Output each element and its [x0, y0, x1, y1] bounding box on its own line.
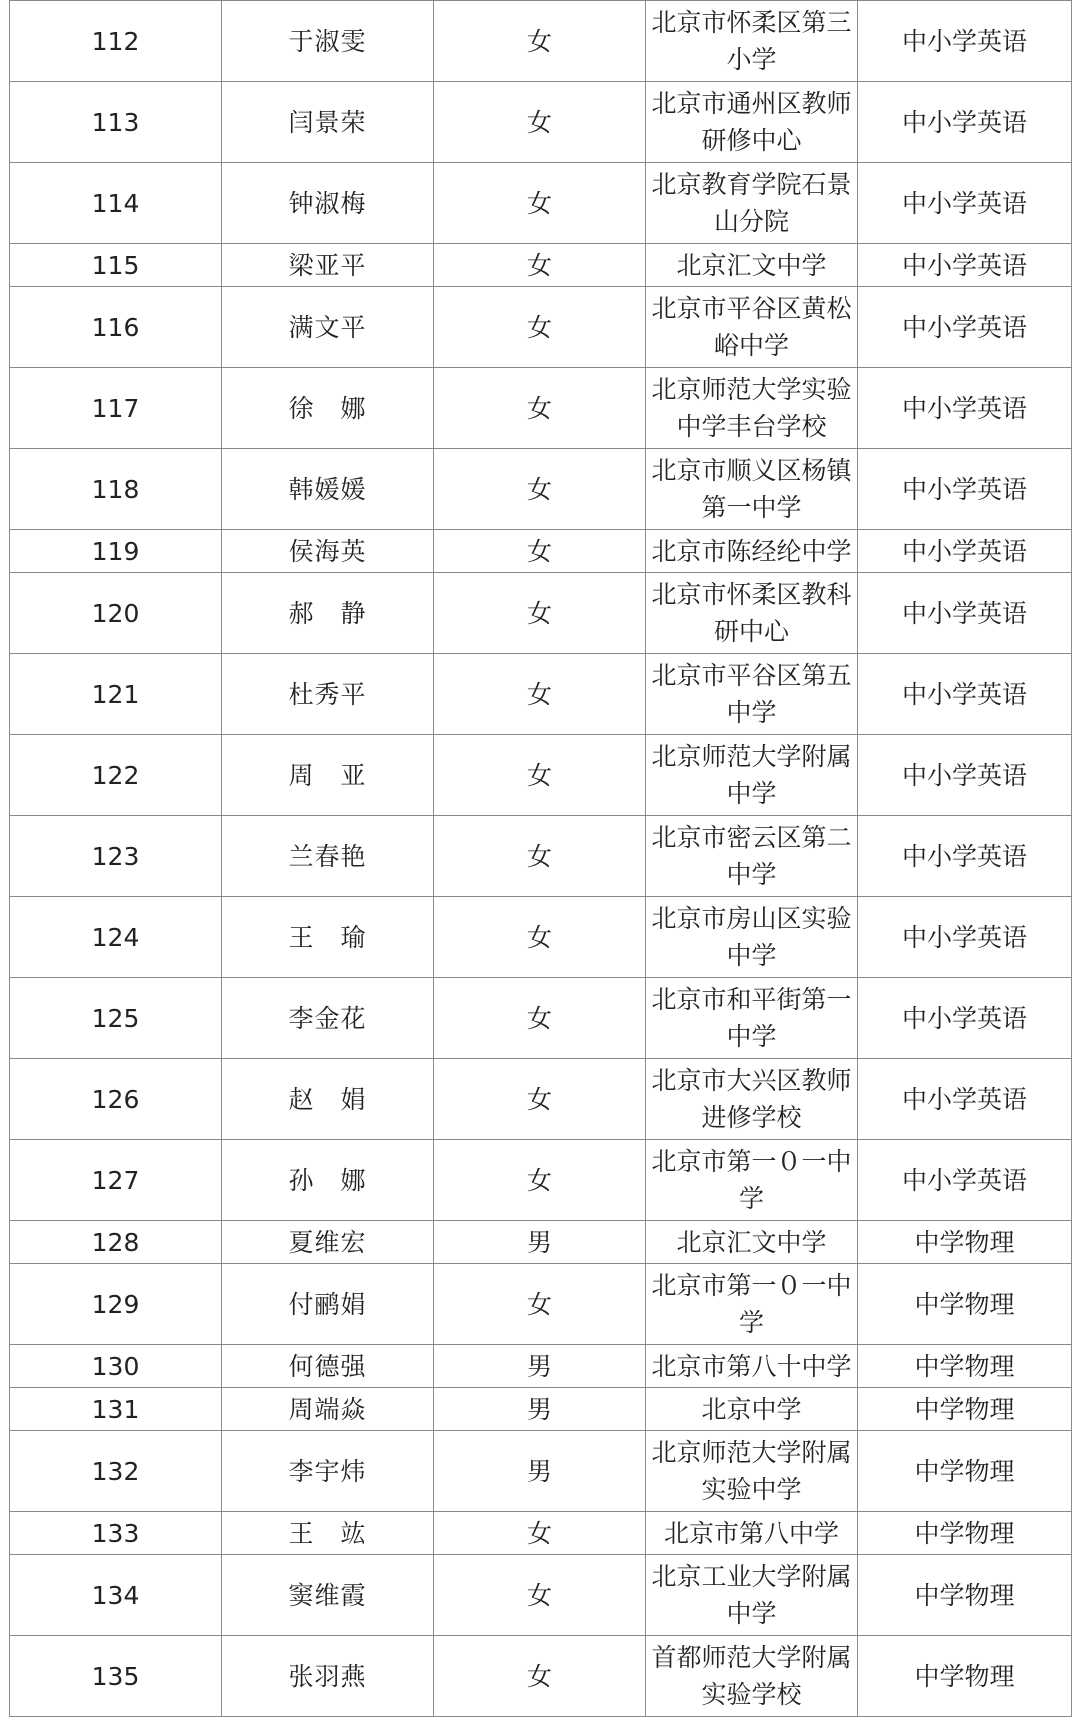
table-row: [10, 1264, 1072, 1345]
work-unit-cell: 首都师范大学附属实验学校: [646, 1636, 858, 1717]
gender-cell: 女: [434, 1059, 646, 1140]
teacher-name-cell: 于淑雯: [222, 1, 434, 82]
work-unit-cell: 北京市怀柔区第三小学: [646, 1, 858, 82]
table-row: [10, 573, 1072, 654]
gender-cell: 女: [434, 449, 646, 530]
row-number-cell: 112: [10, 1, 222, 82]
row-number-cell: 117: [10, 368, 222, 449]
subject-cell: 中小学英语: [858, 163, 1072, 244]
row-number-cell: 121: [10, 654, 222, 735]
teacher-name-cell: 王 竑: [222, 1512, 434, 1555]
subject-cell: 中小学英语: [858, 287, 1072, 368]
subject-cell: 中学物理: [858, 1388, 1072, 1431]
row-number-cell: 126: [10, 1059, 222, 1140]
subject-cell: 中小学英语: [858, 449, 1072, 530]
table-row: [10, 978, 1072, 1059]
teacher-name-cell: 李宇炜: [222, 1431, 434, 1512]
teacher-name-cell: 李金花: [222, 978, 434, 1059]
table-row: [10, 1345, 1072, 1388]
gender-cell: 女: [434, 530, 646, 573]
row-number-cell: 133: [10, 1512, 222, 1555]
work-unit-cell: 北京市大兴区教师进修学校: [646, 1059, 858, 1140]
subject-cell: 中小学英语: [858, 816, 1072, 897]
gender-cell: 女: [434, 816, 646, 897]
work-unit-cell: 北京教育学院石景山分院: [646, 163, 858, 244]
teacher-name-cell: 王 瑜: [222, 897, 434, 978]
row-number-cell: 115: [10, 244, 222, 287]
table-row: [10, 735, 1072, 816]
table-row: [10, 654, 1072, 735]
work-unit-cell: 北京市第一０一中学: [646, 1140, 858, 1221]
work-unit-cell: 北京市房山区实验中学: [646, 897, 858, 978]
row-number-cell: 124: [10, 897, 222, 978]
work-unit-cell: 北京中学: [646, 1388, 858, 1431]
work-unit-cell: 北京市密云区第二中学: [646, 816, 858, 897]
gender-cell: 女: [434, 897, 646, 978]
gender-cell: 女: [434, 163, 646, 244]
table-row: [10, 1512, 1072, 1555]
subject-cell: 中学物理: [858, 1221, 1072, 1264]
gender-cell: 男: [434, 1388, 646, 1431]
row-number-cell: 116: [10, 287, 222, 368]
gender-cell: 女: [434, 654, 646, 735]
work-unit-cell: 北京市陈经纶中学: [646, 530, 858, 573]
gender-cell: 男: [434, 1345, 646, 1388]
table-row: [10, 1059, 1072, 1140]
roster-table: [9, 0, 1072, 1717]
teacher-name-cell: 满文平: [222, 287, 434, 368]
row-number-cell: 131: [10, 1388, 222, 1431]
row-number-cell: 130: [10, 1345, 222, 1388]
work-unit-cell: 北京市第一０一中学: [646, 1264, 858, 1345]
teacher-name-cell: 徐 娜: [222, 368, 434, 449]
row-number-cell: 135: [10, 1636, 222, 1717]
subject-cell: 中小学英语: [858, 654, 1072, 735]
teacher-name-cell: 窦维霞: [222, 1555, 434, 1636]
table-row: [10, 287, 1072, 368]
gender-cell: 女: [434, 573, 646, 654]
table-row: [10, 816, 1072, 897]
teacher-name-cell: 侯海英: [222, 530, 434, 573]
table-row: [10, 1555, 1072, 1636]
work-unit-cell: 北京师范大学附属中学: [646, 735, 858, 816]
work-unit-cell: 北京市和平街第一中学: [646, 978, 858, 1059]
work-unit-cell: 北京汇文中学: [646, 1221, 858, 1264]
table-row: [10, 163, 1072, 244]
table-row: [10, 1, 1072, 82]
teacher-name-cell: 闫景荣: [222, 82, 434, 163]
row-number-cell: 120: [10, 573, 222, 654]
subject-cell: 中小学英语: [858, 1, 1072, 82]
gender-cell: 男: [434, 1431, 646, 1512]
subject-cell: 中小学英语: [858, 530, 1072, 573]
row-number-cell: 113: [10, 82, 222, 163]
row-number-cell: 122: [10, 735, 222, 816]
subject-cell: 中小学英语: [858, 978, 1072, 1059]
table-row: [10, 1636, 1072, 1717]
teacher-name-cell: 付鹂娟: [222, 1264, 434, 1345]
teacher-name-cell: 郝 静: [222, 573, 434, 654]
row-number-cell: 134: [10, 1555, 222, 1636]
table-row: [10, 82, 1072, 163]
gender-cell: 女: [434, 1264, 646, 1345]
teacher-name-cell: 夏维宏: [222, 1221, 434, 1264]
work-unit-cell: 北京市通州区教师研修中心: [646, 82, 858, 163]
teacher-name-cell: 张羽燕: [222, 1636, 434, 1717]
gender-cell: 女: [434, 82, 646, 163]
gender-cell: 女: [434, 1555, 646, 1636]
work-unit-cell: 北京市第八中学: [646, 1512, 858, 1555]
subject-cell: 中小学英语: [858, 1140, 1072, 1221]
subject-cell: 中小学英语: [858, 82, 1072, 163]
work-unit-cell: 北京市平谷区黄松峪中学: [646, 287, 858, 368]
teacher-name-cell: 孙 娜: [222, 1140, 434, 1221]
subject-cell: 中学物理: [858, 1431, 1072, 1512]
work-unit-cell: 北京汇文中学: [646, 244, 858, 287]
row-number-cell: 119: [10, 530, 222, 573]
table-row: [10, 1431, 1072, 1512]
subject-cell: 中小学英语: [858, 735, 1072, 816]
teacher-name-cell: 梁亚平: [222, 244, 434, 287]
subject-cell: 中小学英语: [858, 1059, 1072, 1140]
gender-cell: 女: [434, 1512, 646, 1555]
teacher-name-cell: 钟淑梅: [222, 163, 434, 244]
subject-cell: 中小学英语: [858, 244, 1072, 287]
table-row: [10, 368, 1072, 449]
work-unit-cell: 北京市怀柔区教科研中心: [646, 573, 858, 654]
subject-cell: 中小学英语: [858, 897, 1072, 978]
work-unit-cell: 北京师范大学实验中学丰台学校: [646, 368, 858, 449]
work-unit-cell: 北京工业大学附属中学: [646, 1555, 858, 1636]
teacher-name-cell: 赵 娟: [222, 1059, 434, 1140]
work-unit-cell: 北京师范大学附属实验中学: [646, 1431, 858, 1512]
gender-cell: 女: [434, 368, 646, 449]
row-number-cell: 125: [10, 978, 222, 1059]
table-row: [10, 530, 1072, 573]
teacher-name-cell: 周端焱: [222, 1388, 434, 1431]
row-number-cell: 118: [10, 449, 222, 530]
table-row: [10, 1221, 1072, 1264]
table-row: [10, 897, 1072, 978]
subject-cell: 中学物理: [858, 1512, 1072, 1555]
row-number-cell: 127: [10, 1140, 222, 1221]
table-row: [10, 244, 1072, 287]
table-row: [10, 1140, 1072, 1221]
subject-cell: 中学物理: [858, 1264, 1072, 1345]
teacher-name-cell: 周 亚: [222, 735, 434, 816]
work-unit-cell: 北京市平谷区第五中学: [646, 654, 858, 735]
gender-cell: 女: [434, 735, 646, 816]
row-number-cell: 128: [10, 1221, 222, 1264]
table-row: [10, 1388, 1072, 1431]
subject-cell: 中小学英语: [858, 368, 1072, 449]
gender-cell: 女: [434, 1140, 646, 1221]
teacher-name-cell: 兰春艳: [222, 816, 434, 897]
subject-cell: 中小学英语: [858, 573, 1072, 654]
teacher-name-cell: 何德强: [222, 1345, 434, 1388]
work-unit-cell: 北京市顺义区杨镇第一中学: [646, 449, 858, 530]
subject-cell: 中学物理: [858, 1345, 1072, 1388]
subject-cell: 中学物理: [858, 1636, 1072, 1717]
row-number-cell: 114: [10, 163, 222, 244]
roster-table-body: [10, 1, 1072, 1717]
row-number-cell: 123: [10, 816, 222, 897]
work-unit-cell: 北京市第八十中学: [646, 1345, 858, 1388]
subject-cell: 中学物理: [858, 1555, 1072, 1636]
gender-cell: 女: [434, 1636, 646, 1717]
row-number-cell: 132: [10, 1431, 222, 1512]
teacher-name-cell: 韩媛媛: [222, 449, 434, 530]
gender-cell: 女: [434, 978, 646, 1059]
gender-cell: 女: [434, 287, 646, 368]
gender-cell: 女: [434, 244, 646, 287]
table-row: [10, 449, 1072, 530]
gender-cell: 男: [434, 1221, 646, 1264]
row-number-cell: 129: [10, 1264, 222, 1345]
teacher-name-cell: 杜秀平: [222, 654, 434, 735]
gender-cell: 女: [434, 1, 646, 82]
